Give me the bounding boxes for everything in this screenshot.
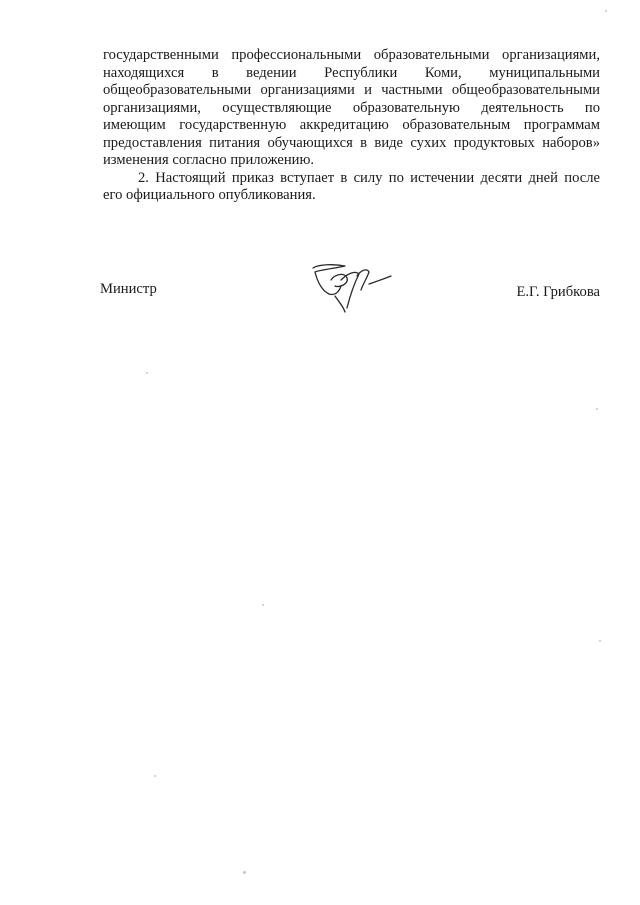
scan-speck xyxy=(262,604,264,606)
paragraph-1-line: организациями, осуществляющие образовательную деятельность по xyxy=(103,99,600,116)
scan-speck xyxy=(243,871,246,874)
scan-speck xyxy=(605,10,607,12)
signer-name: Е.Г. Грибкова xyxy=(516,284,600,300)
scan-speck xyxy=(599,640,601,642)
paragraph-1 xyxy=(103,47,600,170)
scan-speck xyxy=(146,372,148,374)
scan-speck xyxy=(596,408,598,410)
paragraph-2-line: 2. Настоящий приказ вступает в силу по истечении десяти дней после xyxy=(138,169,600,186)
paragraph-2 xyxy=(103,170,600,205)
paragraph-2-line: его официального опубликования. xyxy=(103,187,316,203)
scan-speck xyxy=(154,775,156,777)
paragraph-1-line: находящихся в ведении Республики Коми, муниципальными xyxy=(103,64,600,81)
signer-position: Министр xyxy=(100,281,157,297)
document-body xyxy=(103,47,600,205)
paragraph-1-line: изменения согласно приложению. xyxy=(103,152,315,168)
paragraph-1-line: общеобразовательными организациями и частными общеобразовательными xyxy=(103,82,600,98)
paragraph-1-line: предоставления питания обучающихся в виде сухих продуктовых наборов» xyxy=(103,134,600,151)
paragraph-1-line: государственными профессиональными образовательными организациями, xyxy=(103,47,600,63)
signature-block xyxy=(100,262,600,322)
paragraph-1-line: имеющим государственную аккредитацию образовательным программам xyxy=(103,117,600,133)
handwritten-signature xyxy=(305,262,400,314)
